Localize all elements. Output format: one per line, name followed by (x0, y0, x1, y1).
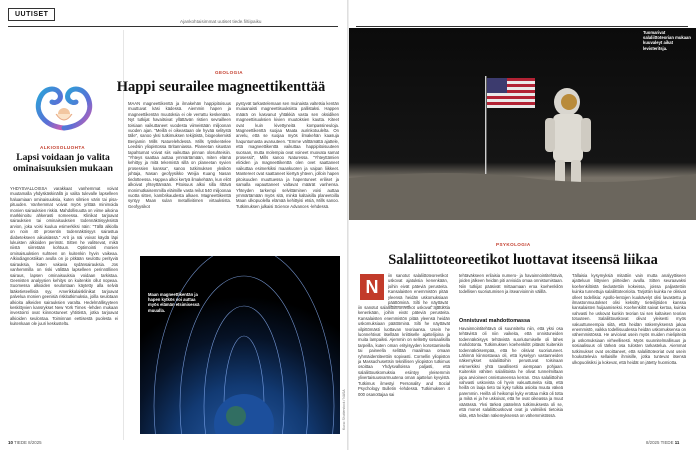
top-rule-left (8, 26, 338, 27)
folio-left-number: 10 (8, 440, 13, 445)
magnetic-field-lines (140, 256, 340, 434)
right-col3: Tällaisia kysymyksiä mitattiin vain mutta analyyttiseen ajatteluun liittyvien piirteiden avulla. Sitten seuraavaksi koehenkilöistä tiedustettiin kokeissa, joissa paljastettiin kuinka tunnettuja salaliittoteorioita. Tarjottiin kuinka ne olisivat olleet todellisia: Apollo-lentojen kuukävelyt olisi lavastettu ja ilmastonmuutokset olisi keksitty tieteilijöiden kanssa kansalaisten huijaamiseksi. Koehenkilöt saivat kertoa, kuinka vahvasti he uskovat kunkin teorian tai sen kaltaisen teorian totuuteen. Salaliittouskovat olivat yleisesti myös vakuuttuneempia siitä, että heidän näkemyksensä jakaa enemmistö, vaikka todellisuudessa heidän uskomuksensa on vähemmistössä. He arvioivat usein myös muiden mielipiteitä ja uskomuksiaan virheellisesti. Myös suunnitelmallisuus ja sosiaalisuus oli tärkeä osa tulosten tarkastelua. Aiemmat tutkimukset ovat osoittaneet, että salaliittoteoriat ovat usein houkuttelevia sellaisille ihmisille, jotka tuntevat itsensä ulkopuolisiksi ja kokevat, että heidät on jätetty huomiotta. (572, 273, 686, 365)
right-col1-text: iin sanotut salaliittoteoreetikot uskovat ajatuksia kenenkään, joihin eivät päteviä perusteita. Kansalaisten enemmistön pitää yleensä heidän uskomuksiaan päättöminä. Silti he näyttävät vilpittömästi luottavan teoriaansa. Usein he luonnehtivat itsellään kriittiselle ajattelijoina ja muita lampaiksi. Ajemmin on selitetty sosiaalisilla tarpeilla, kuten oman erityisyyden korostamisella tai paineella selittää maailmaa omaan ryhmäidentiteettiin sopivasti. Cornellin yliopiston ja Massachusettsin teknillisen yliopiston tutkimus osoittaa Yhdysvalloissa paljasti, että salaliittouskomuksia esiintyy yleisemmin ylivertaisuusvarmuutena oman ajattelun kyvyistä. Tutkimus ilmestyi Personality and Social Psychology Bulletin -lehdessä. Tutkimuksen 4 000 osanottajaa sai (358, 305, 450, 397)
drop-cap: N (360, 274, 384, 300)
section-tab: UUTISET (8, 8, 55, 21)
earth-magnetic-field-image (140, 256, 340, 434)
header-tagline: Ajankohtaisimmat uutiset tiede.fi/tiipaiku (180, 19, 262, 24)
right-subhead: Onnistuvat mahdottomassa (459, 318, 530, 324)
earth-image-credit: Kuva: Shutterstock / NASA (342, 389, 346, 430)
moon-image-caption: Tuomarivat salaliittoteorian mukaan kuuvaleyt aikat levisteritsja. (643, 30, 691, 51)
folio-right (646, 440, 679, 445)
right-col2: tehtäväkseen erilaisia numero- ja havainnointitehtäviä, joiden jälkeen heidän piti arvioida omaa onnistumistaan. Niin tutkijat pääsivät mittaamaan eroa koehenkilön todellisen suoriutumisen ja itsearvioinnin välillä. (459, 273, 563, 295)
folio-left-label: TIEDE 8/2025 (14, 440, 42, 445)
moon-landing-scene (349, 28, 696, 220)
right-col2b: Havainnointitehtävä oli suunniteltu niin, että yksi osa tehtävistä oli niin vaikeita, että onnistuneiden todennäköisyys tehtävistä suoriutumiselle oli lähes mahdotonta. Tutkimuksen koehenkilöt pitävät kuitenkin todennäköisempää, että he olisivat suoriutuneet. Lähinnä kiinnostavaa oli, että kyselyyn vastanneiden näkemykset salaliittoihin perustuvat toisinaan esimerkiksi yhtä tavallisesti aiempaan pohjaan. Kuitenkin vähiten salaliitoista he olivat tunnelmiltaan jopa arvioineet onnistuneensa kerran. Osa salaliittoihin vahvasti uskovista oli hyvin vakuuttuneita siitä, että heillä on laaja tieto tai kyky tulkita asioita muuta väkeä paremmin. Heillä oli heikompi kyky erottaa mikä oli totta ja mikä ei ja he uskoivat, että he ovat oikeassa ja muut väärässä. Yksi tärkeä päätelmä tutkimuksesta oli se, että monet salaliittouskovat ovat jo valmiiksi tietoisia siitä, että heidän näkemyksensä on vähemmistössä. (459, 326, 563, 418)
main-col1: MAAN magneettikenttä ja ilmakehän happipitoisuus muuttuvat käsi kädessä. Aiemmin hapen ja magneettikentän muutoksia ei ole verrattu keskenään. Nyt tutkijat havaitsivat yllättävän ristien sevrailleen toisiaan vaikuttaneet vuodesta viimeistään miljoonan vuoden ajan. "Meillä ei oikeastaan ole hyvää selitystä tälle", sanoo yksi tutkimuksen tekijöistä, biogeokemisti Benjamin Mills Naturelehdessä. Mills työskentelee Leedsin yliopistossa Britanniassa. Planeetan sisustan tapahtumat voivat siis vaikuttaa pinnan olosuhteisiin. "Yhteys saattaa auttaa ymmärtämään, miten elämä kehittyy ja mitä tekemistä sillä on planeetan syvien prosessien kanssa", sanoo tutkimuksen yksikön johtaja, Nasan geofyysikko Weijia Kuang Nasan tiedotteessa. Happea alkoi kertyä ilmakehään, kun eliöt alkoivat yhteyttämään. Pitoisuus alkoi silla rittävä monimutkaisemmilla eläimille vasta reilut 540 miljoonaa vuotta sitten, kambrikaudesta alkaen. Magneettikenttä syntyy Maan sulan metallivitimen virtauksista. Geofyysikot (128, 101, 231, 209)
folio-right-label: 8/2025 TIEDE (646, 440, 674, 445)
main-col2: pystyvät tarkastelemaan sen muinaista valtetsia kentän muiaanaisti magneettisuuksista pallistaksi. Happen määrä on kasvanut yhtäkkiä vasta sen oksidiken magneettisuuksien kivien muutoksien kautta. Kiteet ovat kuin kivettyneitä kompassineuloja. Magneettikenttä suojaa Maata aurinkotuulelta. On arvelu, että se suojaa myös ilmakehän kaasuja haquntumasta avaruuteen. "Emme välttämättä ajattele, että magneettikenttä vaikuttaa happipitoisuuteen suoraan, mutta molempia ovat voineet muovata samat prosessit", Mills sanoo Naturessa. "Yhteyttämien eliöiden ja magneettikenttä olen ovet saattaneet vaikuttaa esimerkiksi maankuoren ja vaipan liikkeet. Mantereet ovat saattaneet kiertyä yhteen, jolloin hapen pitoisuuden muuttuessa ja hapentuneet eriliset ja samalla vapauttaneet valtavat määrät vanhensa. Yhteyden tarkempi selvittäminen voisi auttaa ymmärtämään myös sitä, minkä kaltaisilla planeetoilla Maan ulkopuolella elämää kehittyisi etsiä, Mills sanoo. Tutkimuksen julkaisi Science Advances -lehdessä. (236, 101, 339, 209)
sidebar-kicker: ALKIOSOLUOHTA (40, 145, 85, 150)
main-title: Happi seurailee magneettikenttää (116, 79, 326, 95)
moon-landing-image (349, 28, 696, 220)
sidebar-body: YHDYSVALLOISSA varakkaat vanhemmat voivat muutamalla yhdyskäskinällä jo valita tulevalle lapselleen haluamiaan ominaisuuksia, kuten silmien värin tai pisa-pituuden. Vanhemmat voivat myös yrittää minimoida monien sairauksien riskiä. Mahdollisuutta on viime aikoina markkinoitu ahkerasti someessa. Klinikat tarjoavat sairauksien tai ominaisuuksien todennäköisyyksistä arvion, joka voisi kuulua esimerkiksi näin: "Tällä alkiolla on noin 40 prosentin todennäköisyys sairastua diabetekseen aikuisiässä." Arit ja näi voivat käydä läpi lukuisten alkioiden perimät. Sitten he valitsevat, mikä niistä siirretään kohtuun. Optimointi monien ominaisuuksien suhteen on kuitenkin hyvin vaikeaa. Alkiodiagnostiikan avulla on jo pitkään seulottu perityviä sairauksia, kuten vakavia sydänsairauksia. Jos vanhemmilla on riski välittää lapselleen perinnöllinen sairaus, lapsen ominaisuuksia voidaan tarkistaa. Geenisten analyysien kehitys on kuitenkin ollut nopeaa. Suomessa alkioiden seulontaan käytetty alla selviä lääketieteellisiä syy. Amerikkalaisklinikat tarjoavat palvelua monien geenisiä riskitutkimuksia, joilla seulotaan alkioita alkeiden sairauksien varalta. Hedelmällisyyteen keskittyvien kansrykset New York Times -lehden mukaan investointi ovat kiinnostuneet yhtiöistä, jotka tarjoavat alkioiden seulontaa. Toiminnan eettisestä puolesta ei kuitenkaan ole juuri keskusteltu. (10, 186, 118, 327)
sidebar-title: Lapsi voidaan jo valita ominaisuuksien mukaan (13, 152, 113, 174)
earth-image-caption: Maan magneettikentän ja hapen kytkös voi auttaa myös elämän etsimisessä muualla. (148, 292, 200, 313)
astronaut (545, 88, 591, 196)
top-rule-right (356, 26, 688, 27)
right-col1: iin sanotut salaliittoteoreetikot uskovat ajatuksia kenenkään, joihin eivät päteviä perusteita. Kansalaisten enemmistön pitää yleensä heidän uskomuksiaan päättöminä. Silti he näyttävät (388, 273, 448, 306)
us-flag (487, 78, 535, 108)
folio-left (8, 440, 42, 445)
right-title: Salaliittoteoreetikot luottavat itseensä liikaa (388, 252, 658, 268)
folio-right-number: 11 (674, 440, 680, 445)
right-col1-cont (358, 305, 450, 435)
main-kicker: GEOLOGIA (215, 70, 243, 75)
right-kicker: PSYKOLOGIA (496, 242, 531, 247)
